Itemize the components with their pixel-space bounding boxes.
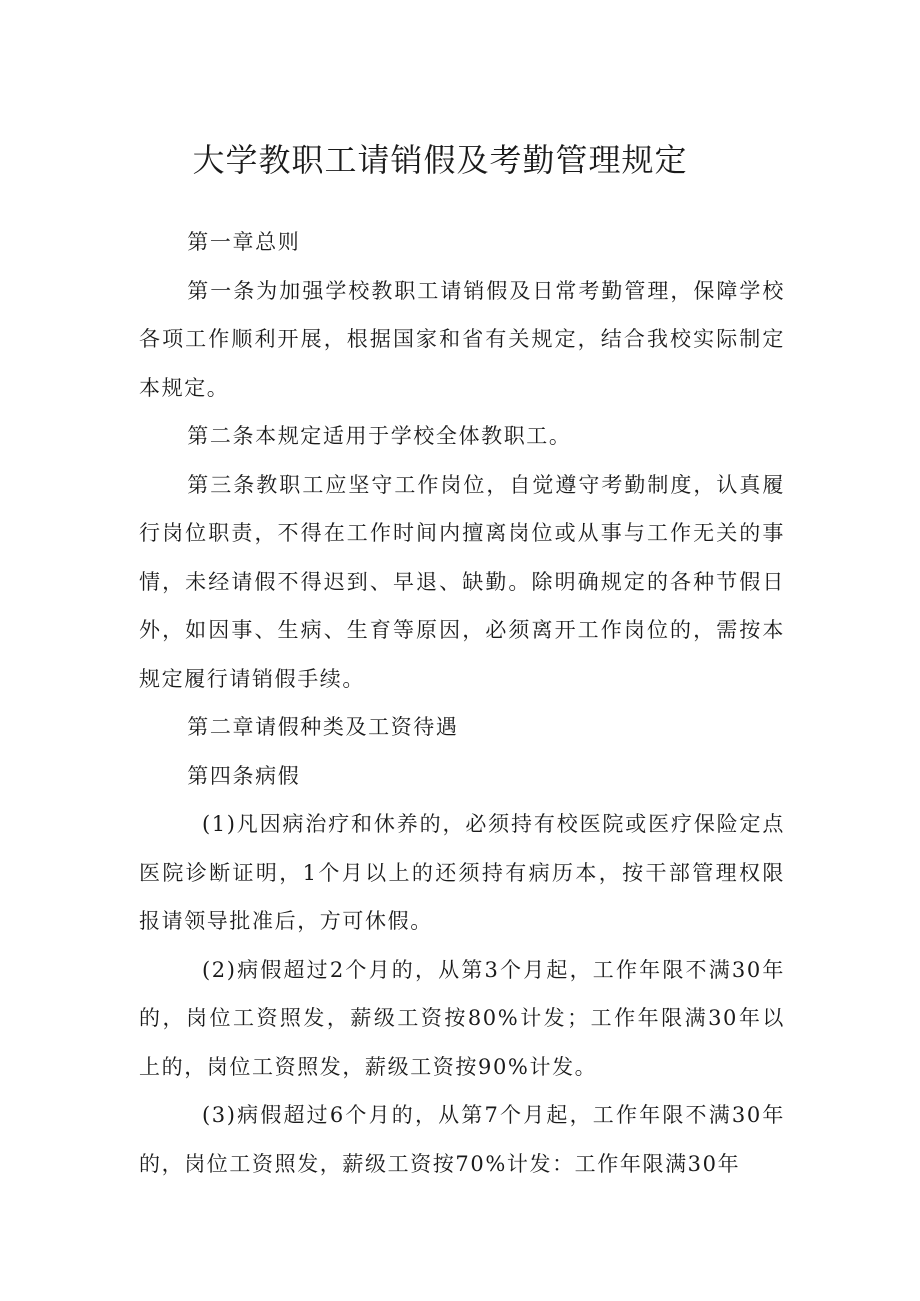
article-paragraph: 第一条为加强学校教职工请销假及日常考勤管理，保障学校各项工作顺利开展，根据国家和省有关规定，结合我校实际制定本规定。 [139,278,785,400]
clause-paragraph: (3)病假超过6个月的，从第7个月起，工作年限不满30年的，岗位工资照发，薪级工资按70%计发：工作年限满30年 [139,1103,785,1176]
clause-paragraph: (2)病假超过2个月的，从第3个月起，工作年限不满30年的，岗位工资照发，薪级工资按80%计发；工作年限满30年以上的，岗位工资照发，薪级工资按90%计发。 [139,957,785,1079]
chapter-heading: 第二章请假种类及工资待遇 [187,715,459,739]
clause-paragraph: (1)凡因病治疗和休养的，必须持有校医院或医疗保险定点医院诊断证明，1个月以上的还须持有病历本，按干部管理权限报请领导批准后，方可休假。 [139,812,785,933]
document-title: 大学教职工请销假及考勤管理规定 [192,141,688,179]
article-paragraph: 第二条本规定适用于学校全体教职工。 [187,424,572,448]
article-paragraph: 第三条教职工应坚守工作岗位，自觉遵守考勤制度，认真履行岗位职责，不得在工作时间内擅离岗位或从事与工作无关的事情，未经请假不得迟到、早退、缺勤。除明确规定的各种节假日外，如因事、生病、生育等原因，必须离开工作岗位的，需按本规定履行请销假手续。 [139,472,785,691]
article-heading: 第四条病假 [187,763,301,788]
chapter-heading: 第一章总则 [187,230,301,254]
document-body [139,218,785,1188]
